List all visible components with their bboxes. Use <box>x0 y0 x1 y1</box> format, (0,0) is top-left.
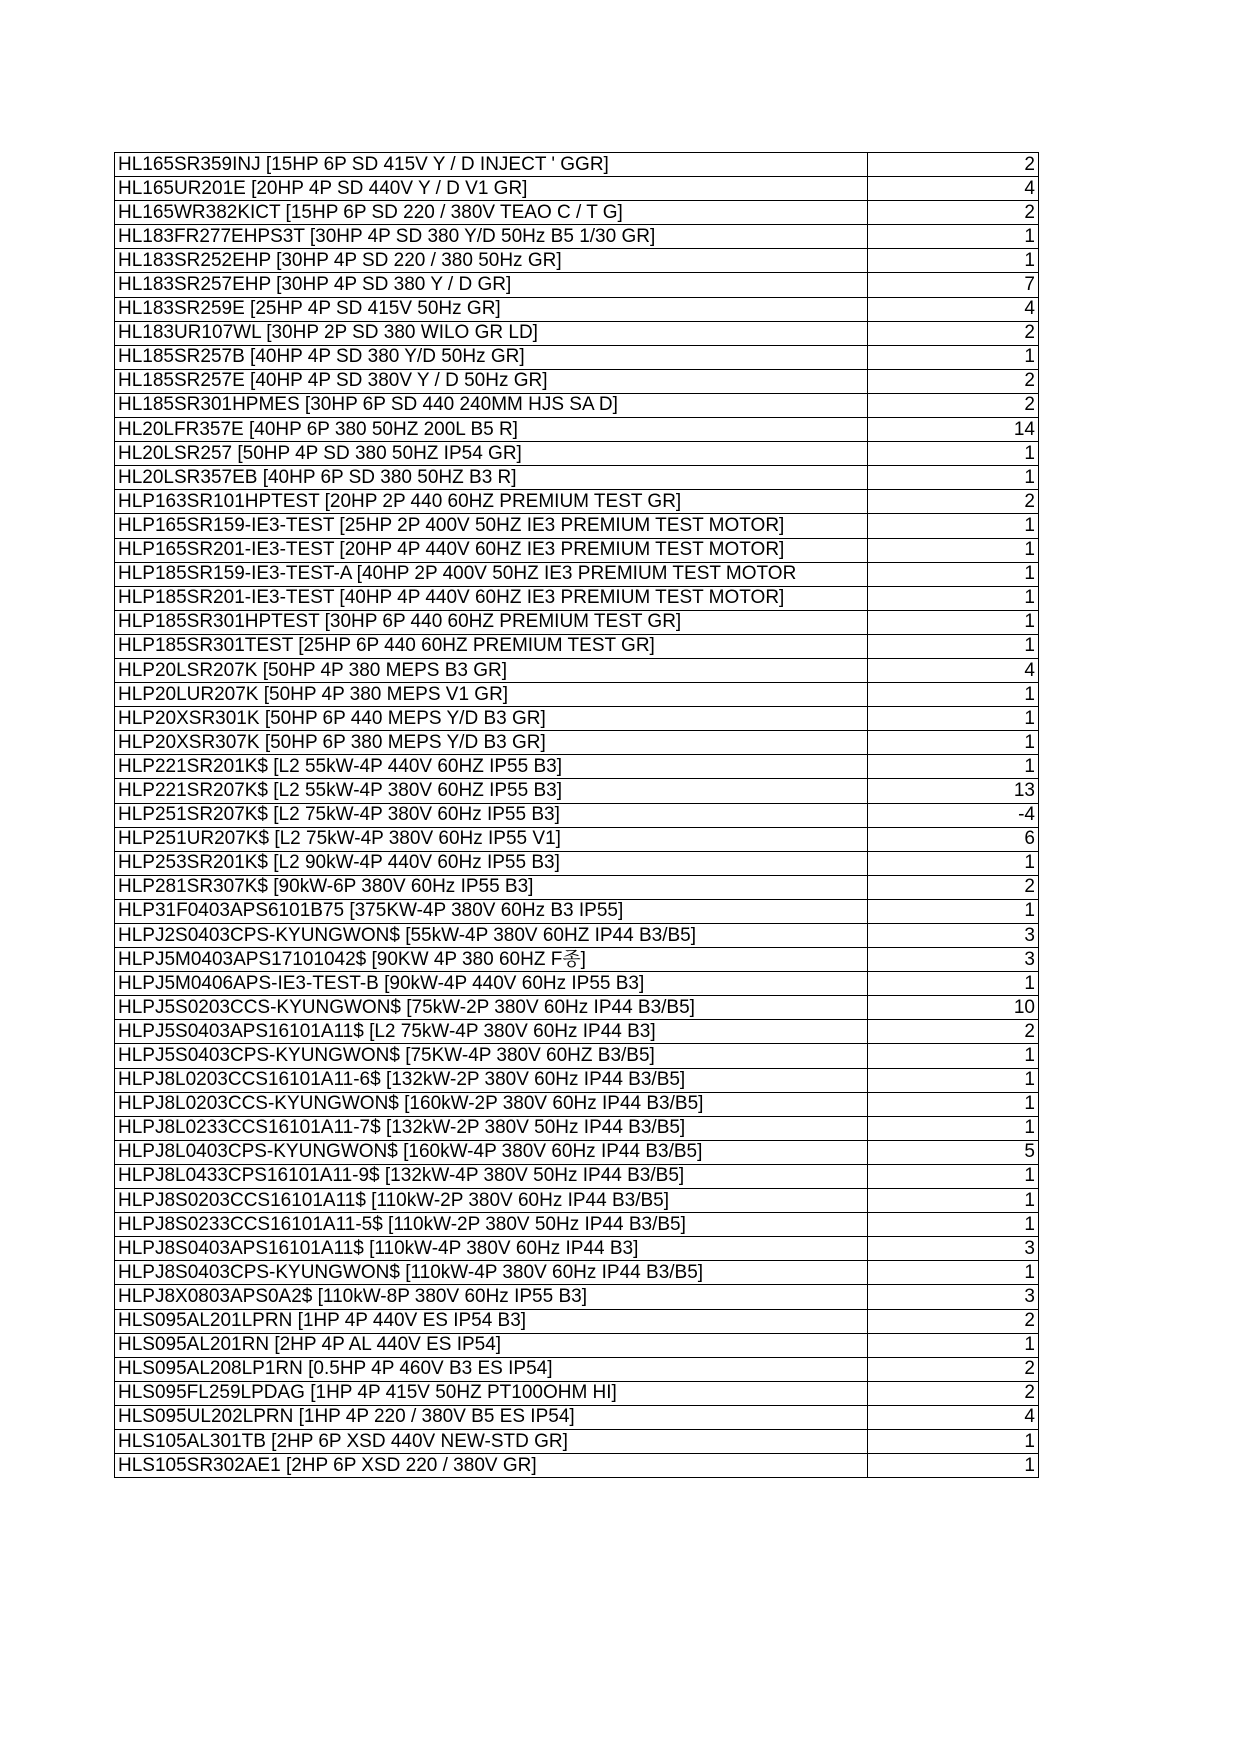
item-quantity-cell: 14 <box>868 418 1039 442</box>
item-description-cell: HL183UR107WL [30HP 2P SD 380 WILO GR LD] <box>115 321 868 345</box>
item-quantity-cell: 1 <box>868 442 1039 466</box>
item-quantity-cell: 4 <box>868 177 1039 201</box>
item-quantity-cell: 10 <box>868 996 1039 1020</box>
item-description-cell: HLPJ8S0403CPS-KYUNGWON$ [110kW-4P 380V 60Hz IP44 B3/B5] <box>115 1261 868 1285</box>
table-row <box>115 1357 1039 1381</box>
item-description-cell: HL20LSR257 [50HP 4P SD 380 50HZ IP54 GR] <box>115 442 868 466</box>
item-description-cell: HL165UR201E [20HP 4P SD 440V Y / D V1 GR] <box>115 177 868 201</box>
item-quantity-cell: 1 <box>868 225 1039 249</box>
item-quantity-cell: 2 <box>868 393 1039 417</box>
item-description-cell: HLS095AL201RN [2HP 4P AL 440V ES IP54] <box>115 1333 868 1357</box>
table-row <box>115 369 1039 393</box>
item-description-cell: HLP20LSR207K [50HP 4P 380 MEPS B3 GR] <box>115 658 868 682</box>
item-quantity-cell: 4 <box>868 297 1039 321</box>
item-description-cell: HLP20XSR301K [50HP 6P 440 MEPS Y/D B3 GR] <box>115 707 868 731</box>
item-quantity-cell: 1 <box>868 851 1039 875</box>
table-row <box>115 683 1039 707</box>
item-quantity-cell: 1 <box>868 586 1039 610</box>
table-row <box>115 201 1039 225</box>
item-quantity-cell: 1 <box>868 1189 1039 1213</box>
table-row <box>115 1285 1039 1309</box>
table-row <box>115 755 1039 779</box>
item-quantity-cell: 1 <box>868 1044 1039 1068</box>
item-description-cell: HLS105AL301TB [2HP 6P XSD 440V NEW-STD GR] <box>115 1429 868 1453</box>
item-description-cell: HL183FR277EHPS3T [30HP 4P SD 380 Y/D 50Hz B5 1/30 GR] <box>115 225 868 249</box>
table-row <box>115 177 1039 201</box>
item-description-cell: HLP20XSR307K [50HP 6P 380 MEPS Y/D B3 GR] <box>115 731 868 755</box>
item-quantity-cell: 1 <box>868 634 1039 658</box>
table-row <box>115 948 1039 972</box>
item-quantity-cell: 1 <box>868 249 1039 273</box>
table-row <box>115 899 1039 923</box>
inventory-table <box>114 152 1039 1478</box>
table-row <box>115 1164 1039 1188</box>
item-quantity-cell: 1 <box>868 466 1039 490</box>
item-quantity-cell: 2 <box>868 490 1039 514</box>
item-quantity-cell: 2 <box>868 1381 1039 1405</box>
item-description-cell: HL20LFR357E [40HP 6P 380 50HZ 200L B5 R] <box>115 418 868 442</box>
item-quantity-cell: 1 <box>868 610 1039 634</box>
table-row <box>115 972 1039 996</box>
item-description-cell: HLPJ5M0403APS17101042$ [90KW 4P 380 60HZ F종] <box>115 948 868 972</box>
item-quantity-cell: 1 <box>868 755 1039 779</box>
item-quantity-cell: 4 <box>868 1405 1039 1429</box>
item-description-cell: HLP185SR301TEST [25HP 6P 440 60HZ PREMIUM TEST GR] <box>115 634 868 658</box>
table-row <box>115 442 1039 466</box>
item-description-cell: HLP253SR201K$ [L2 90kW-4P 440V 60Hz IP55 B3] <box>115 851 868 875</box>
item-description-cell: HLP165SR201-IE3-TEST [20HP 4P 440V 60HZ IE3 PREMIUM TEST MOTOR] <box>115 538 868 562</box>
item-quantity-cell: 1 <box>868 1261 1039 1285</box>
table-row <box>115 634 1039 658</box>
item-quantity-cell: 1 <box>868 1092 1039 1116</box>
item-quantity-cell: 3 <box>868 948 1039 972</box>
table-row <box>115 1333 1039 1357</box>
item-description-cell: HLPJ8S0233CCS16101A11-5$ [110kW-2P 380V 50Hz IP44 B3/B5] <box>115 1213 868 1237</box>
item-description-cell: HL183SR252EHP [30HP 4P SD 220 / 380 50Hz GR] <box>115 249 868 273</box>
table-row <box>115 249 1039 273</box>
item-description-cell: HLPJ5M0406APS-IE3-TEST-B [90kW-4P 440V 60Hz IP55 B3] <box>115 972 868 996</box>
table-row <box>115 586 1039 610</box>
table-row <box>115 803 1039 827</box>
item-description-cell: HL185SR257B [40HP 4P SD 380 Y/D 50Hz GR] <box>115 345 868 369</box>
item-quantity-cell: 2 <box>868 1020 1039 1044</box>
table-row <box>115 779 1039 803</box>
item-description-cell: HLPJ5S0403CPS-KYUNGWON$ [75KW-4P 380V 60HZ B3/B5] <box>115 1044 868 1068</box>
item-description-cell: HLP251UR207K$ [L2 75kW-4P 380V 60Hz IP55 V1] <box>115 827 868 851</box>
table-row <box>115 1213 1039 1237</box>
table-row <box>115 707 1039 731</box>
item-description-cell: HLP31F0403APS6101B75 [375KW-4P 380V 60Hz B3 IP55] <box>115 899 868 923</box>
item-quantity-cell: 1 <box>868 1116 1039 1140</box>
item-description-cell: HL165SR359INJ [15HP 6P SD 415V Y / D INJECT ' GGR] <box>115 153 868 177</box>
item-description-cell: HL183SR259E [25HP 4P SD 415V 50Hz GR] <box>115 297 868 321</box>
item-description-cell: HLP221SR207K$ [L2 55kW-4P 380V 60HZ IP55 B3] <box>115 779 868 803</box>
item-description-cell: HLP165SR159-IE3-TEST [25HP 2P 400V 50HZ IE3 PREMIUM TEST MOTOR] <box>115 514 868 538</box>
item-quantity-cell: 1 <box>868 1429 1039 1453</box>
item-quantity-cell: 1 <box>868 1213 1039 1237</box>
item-description-cell: HL20LSR357EB [40HP 6P SD 380 50HZ B3 R] <box>115 466 868 490</box>
table-row <box>115 924 1039 948</box>
table-row <box>115 562 1039 586</box>
item-quantity-cell: 2 <box>868 153 1039 177</box>
item-description-cell: HLPJ5S0403APS16101A11$ [L2 75kW-4P 380V 60Hz IP44 B3] <box>115 1020 868 1044</box>
item-description-cell: HL185SR301HPMES [30HP 6P SD 440 240MM HJS SA D] <box>115 393 868 417</box>
item-quantity-cell: 6 <box>868 827 1039 851</box>
table-row <box>115 1140 1039 1164</box>
item-description-cell: HLS095FL259LPDAG [1HP 4P 415V 50HZ PT100OHM HI] <box>115 1381 868 1405</box>
item-quantity-cell: -4 <box>868 803 1039 827</box>
table-row <box>115 1068 1039 1092</box>
item-quantity-cell: 1 <box>868 1333 1039 1357</box>
table-row <box>115 1237 1039 1261</box>
item-description-cell: HLP221SR201K$ [L2 55kW-4P 440V 60HZ IP55 B3] <box>115 755 868 779</box>
item-description-cell: HL165WR382KICT [15HP 6P SD 220 / 380V TEAO C / T G] <box>115 201 868 225</box>
item-quantity-cell: 1 <box>868 514 1039 538</box>
item-quantity-cell: 2 <box>868 875 1039 899</box>
item-quantity-cell: 1 <box>868 707 1039 731</box>
inventory-table-body <box>115 153 1039 1478</box>
table-row <box>115 466 1039 490</box>
item-description-cell: HLPJ8L0433CPS16101A11-9$ [132kW-4P 380V 50Hz IP44 B3/B5] <box>115 1164 868 1188</box>
item-description-cell: HLPJ8S0403APS16101A11$ [110kW-4P 380V 60Hz IP44 B3] <box>115 1237 868 1261</box>
item-description-cell: HLPJ8L0203CCS16101A11-6$ [132kW-2P 380V 60Hz IP44 B3/B5] <box>115 1068 868 1092</box>
table-row <box>115 610 1039 634</box>
item-quantity-cell: 13 <box>868 779 1039 803</box>
table-row <box>115 418 1039 442</box>
item-description-cell: HLPJ2S0403CPS-KYUNGWON$ [55kW-4P 380V 60HZ IP44 B3/B5] <box>115 924 868 948</box>
table-row <box>115 273 1039 297</box>
item-quantity-cell: 1 <box>868 899 1039 923</box>
table-row <box>115 225 1039 249</box>
table-row <box>115 1092 1039 1116</box>
item-description-cell: HLPJ8X0803APS0A2$ [110kW-8P 380V 60Hz IP55 B3] <box>115 1285 868 1309</box>
table-row <box>115 851 1039 875</box>
item-quantity-cell: 4 <box>868 658 1039 682</box>
table-row <box>115 345 1039 369</box>
item-description-cell: HL185SR257E [40HP 4P SD 380V Y / D 50Hz GR] <box>115 369 868 393</box>
table-row <box>115 514 1039 538</box>
table-row <box>115 297 1039 321</box>
item-quantity-cell: 7 <box>868 273 1039 297</box>
item-quantity-cell: 1 <box>868 538 1039 562</box>
table-row <box>115 321 1039 345</box>
table-row <box>115 1189 1039 1213</box>
item-quantity-cell: 2 <box>868 1357 1039 1381</box>
item-description-cell: HLPJ8S0203CCS16101A11$ [110kW-2P 380V 60Hz IP44 B3/B5] <box>115 1189 868 1213</box>
item-quantity-cell: 1 <box>868 1164 1039 1188</box>
item-description-cell: HLP20LUR207K [50HP 4P 380 MEPS V1 GR] <box>115 683 868 707</box>
table-row <box>115 1381 1039 1405</box>
item-description-cell: HLP281SR307K$ [90kW-6P 380V 60Hz IP55 B3] <box>115 875 868 899</box>
item-description-cell: HLS095UL202LPRN [1HP 4P 220 / 380V B5 ES IP54] <box>115 1405 868 1429</box>
item-quantity-cell: 3 <box>868 924 1039 948</box>
table-row <box>115 1429 1039 1453</box>
item-quantity-cell: 3 <box>868 1237 1039 1261</box>
table-row <box>115 1020 1039 1044</box>
item-description-cell: HLPJ8L0233CCS16101A11-7$ [132kW-2P 380V 50Hz IP44 B3/B5] <box>115 1116 868 1140</box>
item-quantity-cell: 1 <box>868 1068 1039 1092</box>
table-row <box>115 1261 1039 1285</box>
table-row <box>115 1116 1039 1140</box>
table-row <box>115 658 1039 682</box>
item-quantity-cell: 2 <box>868 369 1039 393</box>
item-quantity-cell: 2 <box>868 321 1039 345</box>
table-row <box>115 731 1039 755</box>
table-row <box>115 1309 1039 1333</box>
item-quantity-cell: 3 <box>868 1285 1039 1309</box>
table-row <box>115 875 1039 899</box>
item-quantity-cell: 1 <box>868 731 1039 755</box>
item-description-cell: HLP185SR201-IE3-TEST [40HP 4P 440V 60HZ IE3 PREMIUM TEST MOTOR] <box>115 586 868 610</box>
item-quantity-cell: 1 <box>868 972 1039 996</box>
item-description-cell: HLPJ8L0203CCS-KYUNGWON$ [160kW-2P 380V 60Hz IP44 B3/B5] <box>115 1092 868 1116</box>
item-quantity-cell: 1 <box>868 1454 1039 1478</box>
item-quantity-cell: 1 <box>868 562 1039 586</box>
item-quantity-cell: 2 <box>868 1309 1039 1333</box>
table-row <box>115 153 1039 177</box>
table-row <box>115 1454 1039 1478</box>
table-row <box>115 393 1039 417</box>
item-description-cell: HL183SR257EHP [30HP 4P SD 380 Y / D GR] <box>115 273 868 297</box>
table-row <box>115 1405 1039 1429</box>
table-row <box>115 1044 1039 1068</box>
item-quantity-cell: 2 <box>868 201 1039 225</box>
item-description-cell: HLPJ5S0203CCS-KYUNGWON$ [75kW-2P 380V 60Hz IP44 B3/B5] <box>115 996 868 1020</box>
item-description-cell: HLPJ8L0403CPS-KYUNGWON$ [160kW-4P 380V 60Hz IP44 B3/B5] <box>115 1140 868 1164</box>
item-quantity-cell: 1 <box>868 683 1039 707</box>
item-description-cell: HLP163SR101HPTEST [20HP 2P 440 60HZ PREMIUM TEST GR] <box>115 490 868 514</box>
item-description-cell: HLS095AL208LP1RN [0.5HP 4P 460V B3 ES IP54] <box>115 1357 868 1381</box>
item-quantity-cell: 5 <box>868 1140 1039 1164</box>
table-row <box>115 996 1039 1020</box>
item-quantity-cell: 1 <box>868 345 1039 369</box>
item-description-cell: HLS095AL201LPRN [1HP 4P 440V ES IP54 B3] <box>115 1309 868 1333</box>
item-description-cell: HLS105SR302AE1 [2HP 6P XSD 220 / 380V GR] <box>115 1454 868 1478</box>
item-description-cell: HLP185SR301HPTEST [30HP 6P 440 60HZ PREMIUM TEST GR] <box>115 610 868 634</box>
item-description-cell: HLP185SR159-IE3-TEST-A [40HP 2P 400V 50HZ IE3 PREMIUM TEST MOTOR <box>115 562 868 586</box>
item-description-cell: HLP251SR207K$ [L2 75kW-4P 380V 60Hz IP55 B3] <box>115 803 868 827</box>
table-row <box>115 827 1039 851</box>
table-row <box>115 490 1039 514</box>
table-row <box>115 538 1039 562</box>
